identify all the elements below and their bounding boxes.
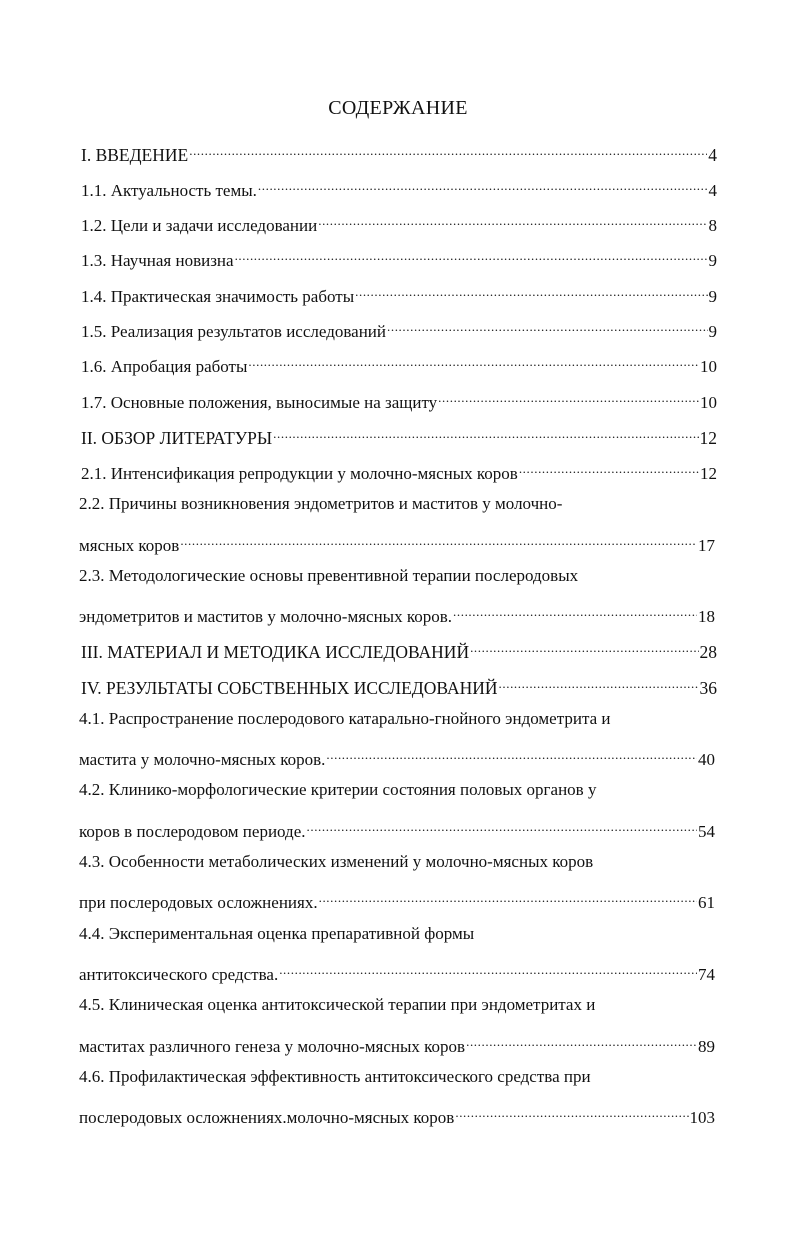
- toc-entry-text: II. ОБЗОР ЛИТЕРАТУРЫ: [81, 428, 273, 448]
- toc-page-number: 12: [699, 428, 717, 448]
- toc-entry-text: 1.6. Апробация работы: [81, 357, 248, 376]
- toc-entry-text: 2.1. Интенсификация репродукции у молочно-мясных коров: [81, 464, 518, 483]
- toc-entry[interactable]: [81, 209, 717, 235]
- toc-entry[interactable]: [81, 672, 717, 698]
- toc-leader-dots: [318, 209, 707, 231]
- toc-entry-text-continued: маститах различного генеза у молочно-мясных коров: [79, 1037, 466, 1056]
- toc-leader-dots: [387, 315, 708, 337]
- toc-leader-dots: [455, 1101, 688, 1123]
- toc-entry[interactable]: [79, 886, 715, 912]
- toc-page-number: 61: [698, 893, 715, 912]
- toc-leader-dots: [326, 743, 697, 765]
- toc-page-number: 17: [698, 536, 715, 555]
- toc-entry[interactable]: [81, 386, 717, 412]
- toc-page-number: 9: [708, 251, 717, 270]
- toc-page-number: 54: [698, 822, 715, 841]
- toc-entry[interactable]: [79, 815, 715, 841]
- toc-entry-text: III. МАТЕРИАЛ И МЕТОДИКА ИССЛЕДОВАНИЙ: [81, 642, 470, 662]
- toc-page-number: 12: [700, 464, 717, 483]
- toc-page-number: 9: [708, 322, 717, 341]
- toc-entry[interactable]: [79, 1030, 715, 1056]
- toc-page-number: 103: [689, 1108, 715, 1127]
- toc-leader-dots: [307, 815, 698, 837]
- toc-entry-text[interactable]: 4.2. Клинико-морфологические критерии состояния половых органов у: [79, 780, 597, 799]
- toc-page-number: 89: [698, 1037, 715, 1056]
- toc-entry-text[interactable]: 4.5. Клиническая оценка антитоксической терапии при эндометритах и: [79, 995, 596, 1014]
- toc-entry-text: IV. РЕЗУЛЬТАТЫ СОБСТВЕННЫХ ИССЛЕДОВАНИЙ: [81, 678, 498, 698]
- toc-leader-dots: [499, 672, 699, 694]
- toc-page-number: 4: [708, 181, 717, 200]
- toc-leader-dots: [248, 350, 699, 372]
- toc-page-number: 10: [700, 357, 717, 376]
- toc-entry-text: 1.2. Цели и задачи исследовании: [81, 216, 318, 235]
- toc-entry-text[interactable]: 2.2. Причины возникновения эндометритов и маститов у молочно-: [79, 494, 563, 513]
- toc-leader-dots: [519, 457, 699, 479]
- toc-entry[interactable]: [79, 529, 715, 555]
- toc-entry-text: 1.3. Научная новизна: [81, 251, 234, 270]
- toc-entry[interactable]: [81, 350, 717, 376]
- toc-entry-text-continued: эндометритов и маститов у молочно-мясных коров.: [79, 607, 453, 626]
- toc-entry[interactable]: [81, 244, 717, 270]
- toc-entry[interactable]: [81, 280, 717, 306]
- toc-entry-text: 1.5. Реализация результатов исследований: [81, 322, 386, 341]
- toc-entry[interactable]: [81, 636, 717, 662]
- toc-page-number: 40: [698, 750, 715, 769]
- toc-entry-text-continued: при послеродовых осложнениях.: [79, 893, 318, 912]
- toc-page-number: 4: [708, 145, 717, 165]
- toc-leader-dots: [319, 886, 697, 908]
- toc-leader-dots: [438, 386, 699, 408]
- toc-entry[interactable]: [79, 600, 715, 626]
- toc-page-number: 74: [698, 965, 715, 984]
- toc-leader-dots: [279, 958, 697, 980]
- toc-page-number: 18: [698, 607, 715, 626]
- toc-entry-text[interactable]: 4.6. Профилактическая эффективность антитоксического средства при: [79, 1067, 591, 1086]
- page-title: СОДЕРЖАНИЕ: [328, 97, 468, 119]
- toc-entry-text: 1.7. Основные положения, выносимые на защиту: [81, 393, 438, 412]
- toc-leader-dots: [235, 244, 708, 266]
- toc-entry[interactable]: [79, 1101, 715, 1127]
- toc-entry-text[interactable]: 4.3. Особенности метаболических изменений у молочно-мясных коров: [79, 852, 594, 871]
- toc-entry-text-continued: коров в послеродовом периоде.: [79, 822, 306, 841]
- toc-leader-dots: [189, 139, 707, 161]
- toc-entry-text: 1.1. Актуальность темы.: [81, 181, 257, 200]
- toc-page-number: 36: [699, 678, 717, 698]
- toc-leader-dots: [355, 280, 707, 302]
- toc-entry-text[interactable]: 4.1. Распространение послеродового катарально-гнойного эндометрита и: [79, 709, 611, 728]
- toc-leader-dots: [258, 174, 708, 196]
- toc-entry-text: I. ВВЕДЕНИЕ: [81, 145, 189, 165]
- toc-entry-text: 1.4. Практическая значимость работы: [81, 287, 355, 306]
- toc-leader-dots: [273, 422, 698, 444]
- toc-entry-text-continued: мясных коров: [79, 536, 180, 555]
- toc-entry-text-continued: мастита у молочно-мясных коров.: [79, 750, 326, 769]
- toc-leader-dots: [470, 636, 698, 658]
- toc-entry[interactable]: [79, 958, 715, 984]
- toc-leader-dots: [453, 600, 697, 622]
- toc-entry[interactable]: [81, 315, 717, 341]
- toc-entry-text-continued: антитоксического средства.: [79, 965, 279, 984]
- toc-page-number: 10: [700, 393, 717, 412]
- toc-entry[interactable]: [81, 174, 717, 200]
- toc-page-number: 8: [708, 216, 717, 235]
- toc-entry[interactable]: [81, 457, 717, 483]
- toc-page-number: 9: [708, 287, 717, 306]
- toc-entry-text[interactable]: 2.3. Методологические основы превентивной терапии послеродовых: [79, 566, 579, 585]
- toc-leader-dots: [466, 1030, 697, 1052]
- toc-leader-dots: [180, 529, 697, 551]
- toc-entry-text-continued: послеродовых осложнениях.молочно-мясных коров: [79, 1108, 455, 1127]
- toc-entry[interactable]: [81, 422, 717, 448]
- toc-entry[interactable]: [79, 743, 715, 769]
- toc-page-number: 28: [699, 642, 717, 662]
- toc-entry[interactable]: [81, 139, 717, 165]
- toc-entry-text[interactable]: 4.4. Экспериментальная оценка препаративной формы: [79, 924, 475, 943]
